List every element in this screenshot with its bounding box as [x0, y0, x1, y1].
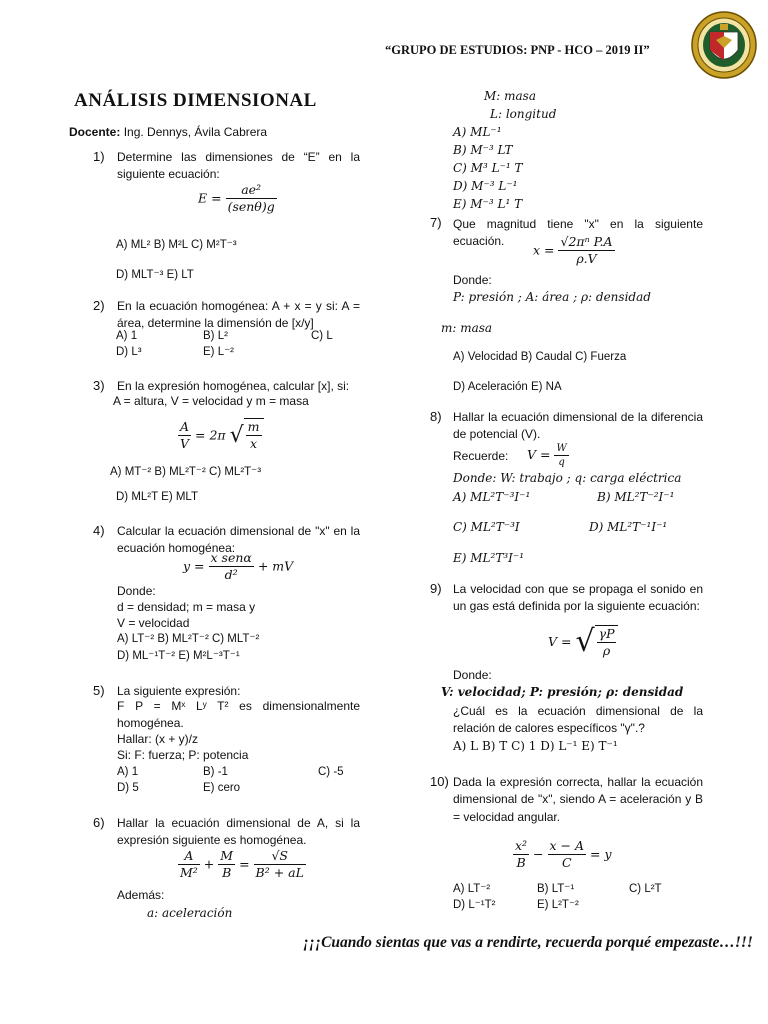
q6-option-c: C) M³ L⁻¹ T [453, 161, 523, 175]
q7-options-row2: D) Aceleración E) NA [453, 381, 562, 393]
teacher-name: Ing. Dennys, Ávila Cabrera [123, 125, 268, 139]
q10-f2-num: x − A [548, 838, 587, 855]
q9-options: A) L B) T C) 1 D) L⁻¹ E) T⁻¹ [453, 739, 618, 753]
q7-eq-den: ρ.V [576, 251, 597, 267]
q6-f1-num: A [178, 848, 200, 865]
teacher-label: Docente: [69, 125, 121, 139]
q10-option-a: A) LT⁻² [453, 883, 491, 895]
q7-eq-num: √2πⁿ P.A [558, 234, 614, 251]
q10-number: 10) [430, 774, 449, 789]
q4-options-row1: A) LT⁻² B) ML²T⁻² C) MLT⁻² [117, 633, 260, 645]
q2-option-d: D) L³ [116, 346, 142, 358]
q6-f3-den: B² + aL [255, 865, 304, 881]
q3-options-row2: D) ML²T E) MLT [116, 491, 198, 503]
q8-rec-num: W [556, 443, 567, 454]
q3-number: 3) [93, 378, 105, 393]
q6-f2-num: M [218, 848, 235, 865]
q3-text: En la expresión homogénea, calcular [x], si: [117, 379, 350, 393]
q6-l-def: L: longitud [490, 107, 557, 121]
q4-equation [183, 550, 293, 584]
q10-f1-den: B [516, 855, 526, 871]
q10-minus: − [533, 846, 544, 862]
q10-option-d: D) L⁻¹T² [453, 899, 496, 911]
q1-options-row1: A) ML² B) M²L C) M²T⁻³ [116, 239, 237, 251]
q3-eq-rad-den: x [250, 436, 258, 452]
q6-plus: + [203, 856, 215, 872]
q2-option-b: B) L² [203, 330, 228, 342]
q1-equation [198, 182, 277, 216]
q5-option-e: E) cero [203, 782, 241, 794]
q6-m-def: M: masa [484, 89, 536, 103]
q8-option-a: A) ML²T⁻³I⁻¹ [453, 490, 531, 504]
q10-f1-num: x² [513, 838, 529, 855]
q5-text: La siguiente expresión: [117, 684, 241, 698]
q4-eq-lhs: y = [183, 558, 205, 574]
q4-eq-rhs: + mV [257, 558, 294, 574]
q10-f2-den: C [561, 855, 572, 871]
q6-option-a: A) ML⁻¹ [453, 125, 502, 139]
q7-donde: Donde: [453, 273, 492, 287]
teacher-line [69, 124, 267, 140]
q9-eq-lhs: V = [548, 633, 572, 649]
q2-text: En la ecuación homogénea: A + x = y si: A = área, determine la dimensión de [x/y] [117, 299, 360, 331]
q10-equation [513, 838, 612, 872]
q1-eq-den: (senθ)g [227, 199, 275, 215]
q10-option-c: C) L²T [629, 883, 662, 895]
q6-f3-num: √S [254, 848, 306, 865]
q1-eq-num: ae² [226, 182, 277, 199]
q6-f1-den: M² [180, 865, 198, 881]
q4-eq-num: x senα [209, 550, 254, 567]
q3-eq-rad-num: m [246, 419, 262, 436]
q8-donde: Donde: W: trabajo ; q: carga eléctrica [453, 471, 682, 485]
q3-eq-mid: = 2π [195, 427, 226, 443]
q5-line1: Hallar: (x + y)/z [117, 732, 199, 746]
q4-line1: d = densidad; m = masa y [117, 600, 256, 614]
q1-eq-lhs: E = [198, 190, 222, 206]
q4-donde: Donde: [117, 584, 156, 598]
q2-option-e: E) L⁻² [203, 346, 234, 358]
q7-equation [533, 234, 615, 268]
page-title: ANÁLISIS DIMENSIONAL [74, 90, 317, 111]
q8-rec-den: q [558, 457, 565, 468]
q9-number: 9) [430, 581, 442, 596]
q3-options-row1: A) MT⁻² B) ML²T⁻² C) ML²T⁻³ [110, 466, 262, 478]
q6-equation [178, 848, 306, 882]
q6-eq: = [239, 856, 250, 872]
q3-eq-lhs-den: V [180, 436, 190, 452]
q5-option-c: C) -5 [318, 766, 344, 778]
q8-rec-eq: V = [527, 447, 551, 462]
q8-option-e: E) ML²T³I⁻¹ [453, 551, 525, 565]
q6-a-def: a: aceleración [147, 906, 233, 920]
q9-defs: V: velocidad; P: presión; ρ: densidad [441, 685, 684, 699]
q5-option-d: D) 5 [117, 782, 139, 794]
q10-option-b: B) LT⁻¹ [537, 883, 575, 895]
q4-options-row2: D) ML⁻¹T⁻² E) M²L⁻³T⁻¹ [117, 650, 240, 662]
q10-text: Dada la expresión correcta, hallar la ecuación dimensional de "x", siendo A = aceleración y B = velocidad angular. [453, 775, 703, 824]
q7-text: Que magnitud tiene "x" en la siguiente ecuación. [453, 217, 703, 249]
q6-option-e: E) M⁻³ L¹ T [453, 197, 523, 211]
q10-option-e: E) L²T⁻² [537, 899, 579, 911]
q5-option-a: A) 1 [117, 766, 139, 778]
q8-recuerde: Recuerde: [453, 449, 509, 463]
q3-eq-lhs-num: A [178, 419, 191, 436]
q1-number: 1) [93, 149, 105, 164]
q2-option-a: A) 1 [116, 330, 138, 342]
q7-eq-lhs: x = [533, 242, 555, 258]
q4-line2: V = velocidad [117, 616, 190, 630]
q3-equation: $\frac{A}{V}$ = 2π √ $\frac{m}{x}$ [178, 418, 264, 453]
q2-number: 2) [93, 298, 105, 313]
q2-option-c: C) L [311, 330, 333, 342]
q1-options-row2: D) MLT⁻³ E) LT [116, 269, 194, 281]
q5-number: 5) [93, 683, 105, 698]
q8-text: Hallar la ecuación dimensional de la diferencia de potencial (V). [453, 410, 703, 442]
q6-text: Hallar la ecuación dimensional de A, si la expresión siguiente es homogénea. [117, 816, 360, 848]
q9-equation: V = √ $\frac{\gamma P}{\rho}$ [548, 622, 618, 663]
q8-option-c: C) ML²T⁻³I [453, 520, 520, 534]
q1-text: Determine las dimensiones de “E” en la siguiente ecuación: [117, 150, 360, 182]
q8-option-b: B) ML²T⁻²I⁻¹ [597, 490, 675, 504]
q6-ademas: Además: [117, 888, 165, 902]
q6-option-d: D) M⁻³ L⁻¹ [453, 179, 518, 193]
q9-eq-den: ρ [602, 642, 611, 658]
q10-eq: = y [590, 846, 612, 862]
q3-text2: A = altura, V = velocidad y m = masa [113, 394, 309, 408]
q5-option-b: B) -1 [203, 766, 228, 778]
q7-number: 7) [430, 215, 442, 230]
q6-f2-den: B [222, 865, 232, 881]
q8-option-d: D) ML²T⁻¹I⁻¹ [589, 520, 668, 534]
motivational-footer: ¡¡¡Cuando sientas que vas a rendirte, recuerda porqué empezaste…!!! [303, 934, 753, 951]
q5-line2: Si: F: fuerza; P: potencia [117, 748, 249, 762]
police-seal-logo [690, 10, 758, 80]
q9-eq-num: γP [597, 626, 617, 643]
header-group: “GRUPO DE ESTUDIOS: PNP - HCO – 2019 II” [385, 43, 650, 57]
q4-text: Calcular la ecuación dimensional de "x" en la ecuación homogénea: [117, 524, 360, 556]
q7-m-def: m: masa [441, 321, 493, 335]
q8-number: 8) [430, 409, 442, 424]
q9-donde: Donde: [453, 668, 492, 682]
q4-eq-den: d² [224, 567, 238, 583]
q9-text: La velocidad con que se propaga el sonido en un gas está definida por la siguiente ecuación: [453, 582, 703, 614]
q9-question: ¿Cuál es la ecuación dimensional de la relación de calores específicos "γ".? [453, 704, 703, 736]
q7-options-row1: A) Velocidad B) Caudal C) Fuerza [453, 351, 627, 363]
q5-expression: F P = Mˣ Lʸ T² es dimensionalmente homogénea. [117, 699, 360, 731]
q6-option-b: B) M⁻³ LT [453, 143, 513, 157]
q4-number: 4) [93, 523, 105, 538]
q6-number: 6) [93, 815, 105, 830]
q8-recuerde-eq [527, 442, 569, 469]
q7-defs: P: presión ; A: área ; ρ: densidad [453, 290, 651, 304]
